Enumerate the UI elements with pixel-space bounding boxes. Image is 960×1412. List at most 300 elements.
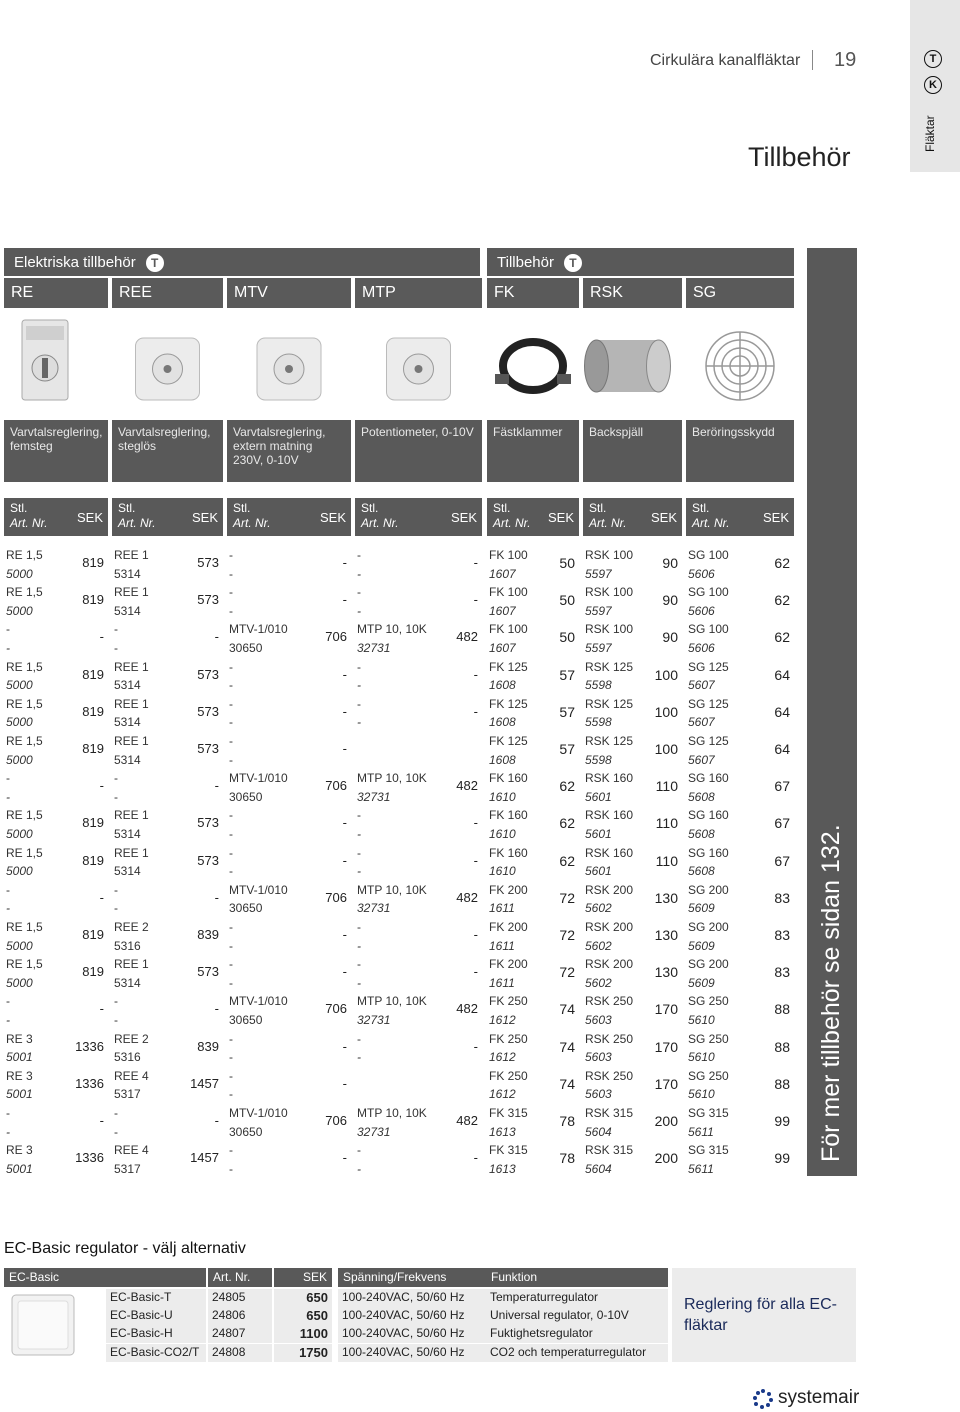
row-art-number: 5317 [114,1161,141,1176]
row-art-number: 30650 [229,901,263,916]
row-art-number: - [357,826,361,841]
row-model: - [6,882,10,897]
row-price: 819 [82,815,104,831]
row-art-number: 5000 [6,603,33,618]
row-art-number: - [229,752,233,767]
row-art-number: 5598 [585,678,612,693]
stl-label: Stl. [493,501,511,515]
row-model: REE 1 [114,808,149,823]
row-art-number: 30650 [229,640,263,655]
row-model: - [229,734,233,748]
row-price: - [214,1001,219,1017]
row-model: RE 1,5 [6,957,43,972]
row-art-number: 5597 [585,603,612,618]
row-price: 819 [82,852,104,868]
row-model: FK 125 [489,734,528,748]
row-price: 62 [774,592,790,609]
row-model: MTP 10, 10K [357,882,427,897]
row-model: MTP 10, 10K [357,771,427,786]
row-model: RSK 315 [585,1143,634,1158]
row-model: - [114,771,118,786]
row-price: 839 [197,927,219,942]
row-price: - [99,1113,104,1128]
row-price: - [99,629,104,645]
product-description: Varvtalsreglering, femsteg [4,420,108,482]
row-model: - [357,1143,361,1158]
row-price: 100 [654,741,678,757]
row-price: - [473,1150,478,1166]
logo-text: systemair [778,1387,860,1408]
ec-art-number: 24806 [208,1307,272,1325]
column-header: SG [686,278,794,308]
row-art-number: 5597 [585,566,612,581]
row-model: - [357,808,361,823]
row-price: 200 [654,1150,678,1167]
row-price: 83 [774,889,790,906]
row-art-number: - [357,864,361,879]
row-model: - [357,920,361,934]
row-price: 573 [197,592,219,608]
row-model: MTV-1/010 [229,771,288,786]
ec-art-number: 24807 [208,1325,272,1343]
row-price: 130 [654,927,678,943]
ec-note: Reglering för alla EC-fläktar [684,1296,837,1334]
row-price: 100 [654,666,678,683]
row-model: RSK 100 [585,548,634,562]
row-model: RSK 125 [585,734,634,748]
row-model: FK 200 [489,957,528,972]
row-art-number: - [357,938,361,953]
row-model: FK 315 [489,1143,528,1158]
ec-function: Fuktighetsregulator [486,1325,668,1343]
row-price: - [342,555,347,570]
art-label: Art. Nr. [233,516,271,530]
stl-label: Stl. [589,501,607,515]
row-art-number: 1612 [489,1087,516,1102]
row-model: FK 100 [489,585,528,600]
row-model: - [357,696,361,711]
column-header: RSK [583,278,682,308]
row-price: 170 [654,1075,678,1092]
row-model: MTV-1/010 [229,1106,288,1120]
row-art-number: 5314 [114,715,141,730]
band-accessories-label: Tillbehör [497,254,554,271]
row-model: - [229,1031,233,1046]
ec-art-number: 24805 [208,1289,272,1307]
row-price: 88 [774,1075,790,1092]
row-art-number: 5611 [688,1124,714,1139]
row-model: - [6,771,10,786]
row-art-number: 5601 [585,826,612,841]
row-art-number: 5610 [688,1050,715,1065]
row-model: REE 2 [114,1031,149,1046]
row-art-number: - [357,975,361,990]
row-art-number: 5314 [114,566,141,581]
row-art-number: - [357,566,361,581]
row-price: 110 [655,852,678,869]
page-heading: Tillbehör [748,142,851,172]
ec-voltage: 100-240VAC, 50/60 Hz [338,1344,486,1362]
row-price: - [342,592,347,608]
row-price: 67 [774,852,790,869]
section-title: Cirkulära kanalfläktar [650,52,801,69]
row-price: - [342,1150,347,1166]
k-badge-icon: K [924,76,942,94]
ec-model: EC-Basic-H [106,1325,206,1343]
art-label: Art. Nr. [692,516,730,530]
row-model: REE 1 [114,548,149,562]
row-model: REE 1 [114,696,149,711]
row-art-number: 1612 [489,1012,516,1027]
row-art-number: 1613 [489,1124,516,1139]
row-price: 110 [655,778,678,795]
row-price: - [473,703,478,719]
row-art-number: 5609 [688,975,715,990]
row-art-number: - [357,1050,361,1065]
row-model: RE 1,5 [6,920,43,934]
row-price: 90 [662,629,678,646]
row-model: MTV-1/010 [229,882,288,897]
row-art-number: 5598 [585,715,612,730]
stl-header [355,498,482,536]
side-tab-label: Fläktar [923,115,937,152]
ec-voltage: 100-240VAC, 50/60 Hz [338,1307,486,1325]
row-art-number: - [114,789,118,804]
row-price: 90 [662,592,678,609]
row-price: 819 [82,592,104,608]
sek-label: SEK [450,510,477,525]
row-art-number: 5606 [688,566,715,581]
row-model: RE 3 [6,1068,33,1083]
row-price: 67 [774,815,790,832]
row-art-number: 32731 [357,640,391,655]
row-model: FK 315 [489,1106,528,1120]
row-model: SG 160 [688,771,729,786]
row-model: - [229,808,233,823]
t-badge-icon: T [564,254,582,272]
row-model: RE 1,5 [6,659,43,674]
row-price: 67 [774,778,790,795]
row-art-number: 30650 [229,1012,263,1027]
row-model: MTP 10, 10K [357,994,427,1009]
row-price: 72 [559,964,575,981]
row-price: - [473,852,478,868]
row-model: SG 125 [688,696,729,711]
side-note: För mer tillbehör se sidan 132. [817,824,845,1162]
row-model: FK 125 [489,659,528,674]
row-price: 83 [774,964,790,981]
row-model: REE 4 [114,1143,149,1158]
row-art-number: 1613 [489,1161,516,1176]
row-model: RE 1,5 [6,548,43,562]
ec-art-number: 24808 [208,1344,272,1362]
product-image [4,312,108,416]
row-price: 90 [662,555,678,571]
row-art-number: 32731 [357,1012,391,1027]
row-model: RE 1,5 [6,808,43,823]
row-art-number: 5000 [6,566,33,581]
stl-label: Stl. [233,501,251,515]
stl-header [227,498,351,536]
row-model: - [6,994,10,1009]
row-art-number: 5314 [114,603,141,618]
row-model: SG 315 [688,1143,729,1158]
row-model: REE 4 [114,1068,149,1083]
row-art-number: - [114,901,118,916]
stl-header [583,498,682,536]
row-price: 200 [654,1113,678,1129]
row-price: 99 [774,1150,790,1167]
row-price: 1336 [75,1038,104,1054]
row-art-number: 5601 [585,864,612,879]
row-art-number: - [6,789,10,804]
row-model: SG 125 [688,659,729,674]
row-model: RE 1,5 [6,585,43,600]
row-price: - [342,815,347,831]
product-description: Backspjäll [583,420,682,482]
row-price: - [342,1075,347,1091]
row-model: RSK 200 [585,957,634,972]
row-art-number: - [6,1012,10,1027]
row-price: - [342,1038,347,1054]
product-image [686,312,794,416]
row-model: SG 200 [688,957,729,972]
row-model: RSK 250 [585,1068,634,1083]
row-model: RSK 250 [585,1031,634,1046]
ec-price: 650 [274,1307,332,1325]
row-price: 1336 [75,1150,104,1166]
row-price: 819 [82,555,104,570]
stl-header [686,498,794,536]
row-price: - [342,964,347,980]
row-price: 130 [654,889,678,906]
row-art-number: 5316 [114,938,141,953]
row-price: 57 [559,703,575,720]
row-art-number: - [6,640,10,655]
row-price: 99 [774,1113,790,1129]
row-price: 78 [559,1150,575,1167]
row-model: - [357,957,361,972]
ec-price: 650 [274,1289,332,1307]
row-model: - [229,1143,233,1158]
row-model: - [357,1031,361,1046]
row-price: 64 [774,666,790,683]
row-model: FK 250 [489,994,528,1009]
row-model: - [114,882,118,897]
row-model: - [229,1068,233,1083]
row-model: - [114,994,118,1009]
column-header: REE [112,278,223,308]
row-price: 1457 [190,1075,219,1091]
row-art-number: 5314 [114,975,141,990]
row-model: RSK 100 [585,622,634,637]
row-art-number: 5610 [688,1012,715,1027]
row-price: 50 [559,555,575,571]
stl-label: Stl. [692,501,710,515]
row-art-number: 32731 [357,789,391,804]
column-header: MTP [355,278,482,308]
row-model: SG 160 [688,845,729,860]
row-art-number: 5607 [688,715,715,730]
row-art-number: 1608 [489,678,516,693]
row-price: 62 [774,629,790,646]
row-art-number: 1607 [489,566,516,581]
row-price: - [214,629,219,645]
column-header: MTV [227,278,351,308]
row-price: - [214,1113,219,1128]
ec-image-area [4,1289,104,1364]
sek-label: SEK [76,510,103,525]
row-model: MTP 10, 10K [357,1106,427,1120]
row-price: 88 [774,1038,790,1055]
row-price: 706 [325,778,347,794]
row-art-number: 5001 [6,1087,33,1102]
row-art-number: 5604 [585,1161,612,1176]
row-price: - [342,927,347,942]
row-art-number: 5000 [6,826,33,841]
stl-header [112,498,223,536]
row-price: 170 [654,1038,678,1055]
ec-model: EC-Basic-U [106,1307,206,1325]
t-badge-icon: T [924,50,942,68]
row-model: FK 160 [489,808,528,823]
ec-basic-device-icon [4,1289,84,1359]
sek-label: SEK [650,510,677,525]
row-art-number: - [229,826,233,841]
row-model: MTV-1/010 [229,622,288,637]
product-image [583,312,682,416]
row-model: SG 200 [688,882,729,897]
row-model: - [229,585,233,600]
row-price: 482 [456,1001,478,1017]
row-price: - [214,778,219,794]
row-art-number: 5607 [688,752,715,767]
row-price: - [473,1038,478,1054]
sek-label: SEK [547,510,574,525]
row-model: FK 200 [489,920,528,934]
row-price: 62 [559,778,575,795]
row-art-number: 5597 [585,640,612,655]
row-art-number: 5316 [114,1050,141,1065]
row-model: RSK 200 [585,920,634,934]
row-art-number: - [357,1161,361,1176]
band-accessories [487,248,794,276]
ec-voltage: 100-240VAC, 50/60 Hz [338,1289,486,1307]
row-model: REE 1 [114,957,149,972]
row-price: 88 [774,1001,790,1018]
row-model: - [229,920,233,934]
ec-header-sek: SEK [274,1268,332,1287]
row-art-number: - [229,864,233,879]
row-art-number: - [229,678,233,693]
row-art-number: 5000 [6,678,33,693]
row-art-number: 5001 [6,1161,33,1176]
row-model: RE 1,5 [6,734,43,748]
row-art-number: 5611 [688,1161,714,1176]
row-art-number: 1607 [489,640,516,655]
row-price: 62 [559,815,575,832]
ec-function: Temperaturregulator [486,1289,668,1307]
row-model: FK 160 [489,845,528,860]
row-art-number: - [6,1124,10,1139]
row-model: SG 315 [688,1106,729,1120]
ec-model: EC-Basic-CO2/T [106,1344,206,1362]
product-image [355,312,482,416]
ec-header-art: Art. Nr. [208,1268,272,1287]
row-price: 170 [654,1001,678,1018]
row-model: - [229,696,233,711]
row-price: - [99,1001,104,1017]
row-model: FK 250 [489,1031,528,1046]
row-art-number: 5000 [6,715,33,730]
band-electric [4,248,480,276]
row-art-number: 5609 [688,938,715,953]
row-art-number: - [229,715,233,730]
row-price: 130 [654,964,678,981]
row-price: 819 [82,927,104,942]
row-model: REE 1 [114,734,149,748]
row-model: RSK 160 [585,771,634,786]
row-price: 78 [559,1113,575,1129]
logo-mark-icon [752,1388,774,1410]
row-art-number: - [229,566,233,581]
row-model: - [357,585,361,600]
product-description: Varvtalsreglering, extern matning 230V, 0-10V [227,420,351,482]
product-description: Beröringsskydd [686,420,794,482]
ec-price: 1750 [274,1344,332,1362]
row-model: FK 100 [489,622,528,637]
row-model: SG 200 [688,920,729,934]
row-price: 74 [559,1001,575,1018]
product-description: Fästklammer [487,420,579,482]
ec-header-model: EC-Basic [4,1268,206,1287]
row-art-number: - [114,1124,118,1139]
row-price: 573 [197,555,219,570]
ec-header-function: Funktion [486,1268,668,1287]
row-model: - [114,622,118,637]
row-model: RSK 160 [585,808,634,823]
row-model: RE 1,5 [6,845,43,860]
row-art-number: 5317 [114,1087,141,1102]
row-art-number: 1612 [489,1050,516,1065]
row-price: - [473,592,478,608]
row-model: RSK 125 [585,659,634,674]
row-model: - [229,659,233,674]
sek-label: SEK [762,510,789,525]
row-price: 1457 [190,1150,219,1166]
row-art-number: - [229,603,233,618]
row-model: SG 100 [688,622,729,637]
systemair-logo [752,1388,862,1412]
row-art-number: - [229,1087,233,1102]
row-art-number: 30650 [229,789,263,804]
row-price: 839 [197,1038,219,1054]
row-art-number: - [357,678,361,693]
row-model: RE 1,5 [6,696,43,711]
row-model: SG 250 [688,994,729,1009]
row-model: - [229,845,233,860]
band-electric-label: Elektriska tillbehör [14,254,136,271]
row-art-number: 5607 [688,678,715,693]
row-art-number: 5603 [585,1050,612,1065]
row-price: 706 [325,1001,347,1017]
row-model: RSK 100 [585,585,634,600]
art-label: Art. Nr. [589,516,627,530]
row-model: FK 160 [489,771,528,786]
row-price: - [473,815,478,831]
row-price: 74 [559,1038,575,1055]
row-model: MTV-1/010 [229,994,288,1009]
